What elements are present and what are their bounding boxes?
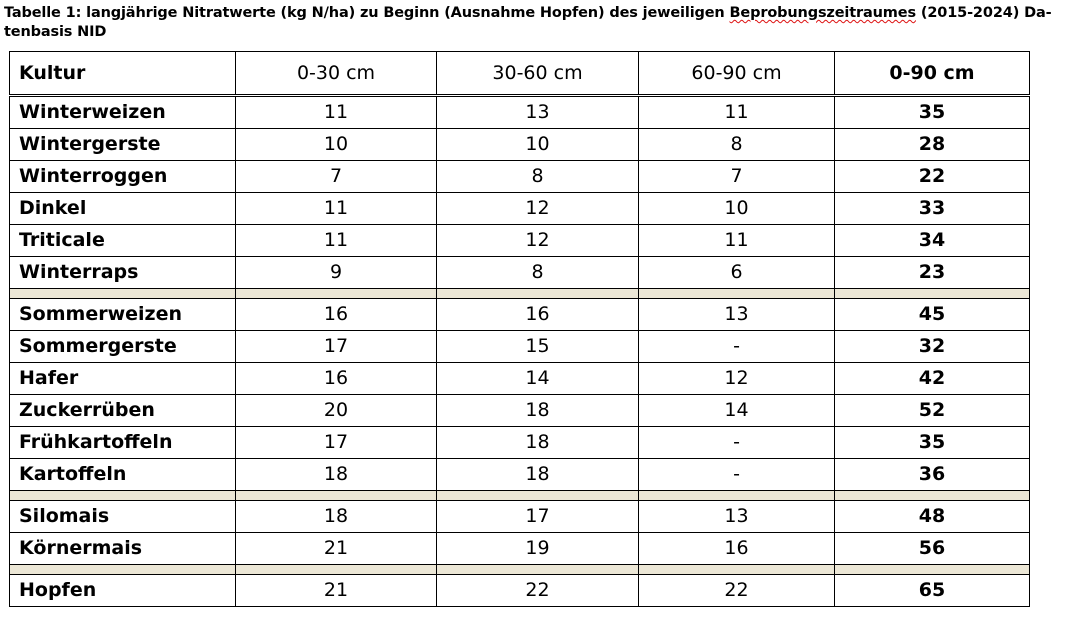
table-row: [10, 193, 1030, 225]
column-header: 0-90 cm: [835, 52, 1030, 96]
value-cell: 17: [437, 501, 639, 533]
table-row: [10, 96, 1030, 129]
total-cell: 22: [835, 161, 1030, 193]
value-cell: 16: [639, 533, 835, 565]
value-cell: 7: [639, 161, 835, 193]
value-cell: 21: [236, 533, 437, 565]
value-cell: 11: [236, 96, 437, 129]
total-cell: 42: [835, 363, 1030, 395]
value-cell: 21: [236, 575, 437, 607]
group-separator: [10, 565, 1030, 575]
separator-cell: [10, 491, 236, 501]
value-cell: 17: [236, 427, 437, 459]
value-cell: -: [639, 331, 835, 363]
total-cell: 56: [835, 533, 1030, 565]
crop-name-cell: Hafer: [10, 363, 236, 395]
value-cell: 10: [639, 193, 835, 225]
value-cell: 16: [236, 299, 437, 331]
header-row: [10, 52, 1030, 96]
total-cell: 33: [835, 193, 1030, 225]
table-row: [10, 225, 1030, 257]
separator-cell: [437, 491, 639, 501]
table-row: [10, 533, 1030, 565]
crop-name-cell: Frühkartoffeln: [10, 427, 236, 459]
crop-name-cell: Kartoffeln: [10, 459, 236, 491]
total-cell: 35: [835, 96, 1030, 129]
value-cell: 8: [639, 129, 835, 161]
value-cell: 18: [437, 427, 639, 459]
separator-cell: [835, 289, 1030, 299]
value-cell: 13: [639, 299, 835, 331]
value-cell: 11: [236, 225, 437, 257]
nitrate-table: [9, 51, 1030, 607]
value-cell: 20: [236, 395, 437, 427]
table-row: [10, 395, 1030, 427]
value-cell: 11: [639, 96, 835, 129]
crop-name-cell: Hopfen: [10, 575, 236, 607]
column-header: 30-60 cm: [437, 52, 639, 96]
caption-spellcheck-word: Beprobungszeitraumes: [729, 5, 916, 21]
value-cell: 12: [437, 193, 639, 225]
separator-cell: [236, 491, 437, 501]
value-cell: 8: [437, 161, 639, 193]
column-header: 0-30 cm: [236, 52, 437, 96]
crop-name-cell: Wintergerste: [10, 129, 236, 161]
value-cell: 18: [437, 459, 639, 491]
separator-cell: [639, 491, 835, 501]
value-cell: 22: [437, 575, 639, 607]
caption-text: Tabelle 1: langjährige Nitratwerte (kg N/ha) zu Beginn (Ausnahme Hopfen) des jeweiligen: [4, 5, 730, 21]
crop-name-cell: Zuckerrüben: [10, 395, 236, 427]
table-row: [10, 575, 1030, 607]
separator-cell: [835, 491, 1030, 501]
table-row: [10, 331, 1030, 363]
value-cell: 18: [437, 395, 639, 427]
crop-name-cell: Silomais: [10, 501, 236, 533]
value-cell: 11: [639, 225, 835, 257]
table-row: [10, 161, 1030, 193]
value-cell: 11: [236, 193, 437, 225]
separator-cell: [236, 565, 437, 575]
table-caption: [4, 4, 1076, 42]
value-cell: -: [639, 427, 835, 459]
crop-name-cell: Triticale: [10, 225, 236, 257]
separator-cell: [437, 565, 639, 575]
total-cell: 23: [835, 257, 1030, 289]
crop-name-cell: Dinkel: [10, 193, 236, 225]
value-cell: 18: [236, 501, 437, 533]
value-cell: 8: [437, 257, 639, 289]
table-row: [10, 257, 1030, 289]
total-cell: 35: [835, 427, 1030, 459]
crop-name-cell: Körnermais: [10, 533, 236, 565]
total-cell: 52: [835, 395, 1030, 427]
table-row: [10, 459, 1030, 491]
total-cell: 48: [835, 501, 1030, 533]
value-cell: 22: [639, 575, 835, 607]
separator-cell: [437, 289, 639, 299]
separator-cell: [639, 289, 835, 299]
value-cell: 6: [639, 257, 835, 289]
total-cell: 28: [835, 129, 1030, 161]
separator-cell: [835, 565, 1030, 575]
value-cell: 12: [437, 225, 639, 257]
value-cell: 14: [639, 395, 835, 427]
value-cell: 14: [437, 363, 639, 395]
crop-name-cell: Sommergerste: [10, 331, 236, 363]
separator-cell: [236, 289, 437, 299]
total-cell: 45: [835, 299, 1030, 331]
crop-name-cell: Winterraps: [10, 257, 236, 289]
value-cell: 13: [639, 501, 835, 533]
total-cell: 34: [835, 225, 1030, 257]
group-separator: [10, 491, 1030, 501]
table-row: [10, 363, 1030, 395]
value-cell: 7: [236, 161, 437, 193]
column-header: 60-90 cm: [639, 52, 835, 96]
caption-text-end: (2015-2024) Da-tenbasis NID: [4, 5, 1052, 40]
value-cell: 9: [236, 257, 437, 289]
total-cell: 32: [835, 331, 1030, 363]
table-row: [10, 299, 1030, 331]
separator-cell: [639, 565, 835, 575]
crop-name-cell: Winterroggen: [10, 161, 236, 193]
separator-cell: [10, 565, 236, 575]
crop-name-cell: Sommerweizen: [10, 299, 236, 331]
column-header: Kultur: [10, 52, 236, 96]
value-cell: 17: [236, 331, 437, 363]
group-separator: [10, 289, 1030, 299]
table-row: [10, 129, 1030, 161]
value-cell: 19: [437, 533, 639, 565]
value-cell: 16: [437, 299, 639, 331]
separator-cell: [10, 289, 236, 299]
table-row: [10, 501, 1030, 533]
value-cell: 18: [236, 459, 437, 491]
total-cell: 65: [835, 575, 1030, 607]
value-cell: 10: [437, 129, 639, 161]
crop-name-cell: Winterweizen: [10, 96, 236, 129]
value-cell: 10: [236, 129, 437, 161]
value-cell: -: [639, 459, 835, 491]
table-row: [10, 427, 1030, 459]
value-cell: 15: [437, 331, 639, 363]
value-cell: 12: [639, 363, 835, 395]
total-cell: 36: [835, 459, 1030, 491]
value-cell: 16: [236, 363, 437, 395]
value-cell: 13: [437, 96, 639, 129]
